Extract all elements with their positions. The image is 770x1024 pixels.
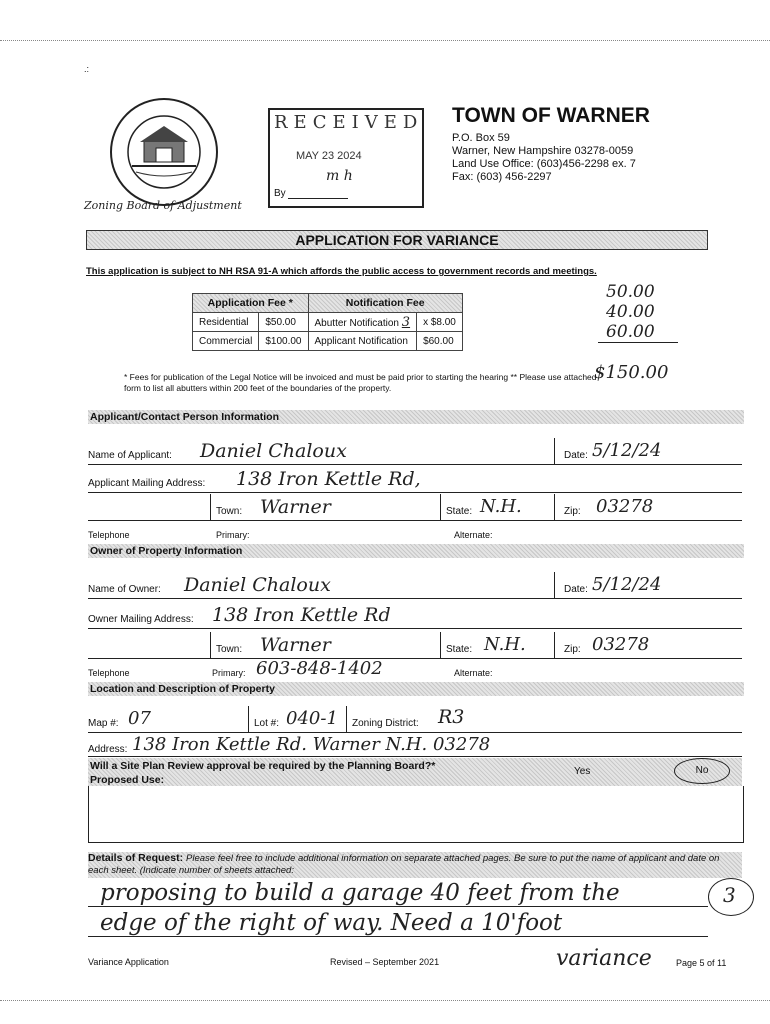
applicant-state-label: State:: [446, 506, 473, 517]
applicant-alternate-label: Alternate:: [454, 530, 493, 540]
commercial-fee: $100.00: [259, 332, 308, 351]
sheets-attached-count: 3: [723, 883, 736, 907]
divider: [346, 706, 347, 732]
hw-amount: 50.00: [606, 282, 655, 302]
details-rule-2: [88, 936, 708, 937]
owner-town[interactable]: Warner: [260, 634, 331, 656]
applicant-notif-fee: $60.00: [417, 332, 463, 351]
sheets-attached-circle: [708, 878, 754, 916]
fee-footnote: * Fees for publication of the Legal Notice will be invoiced and must be paid prior to starting the hearing ** Please use attached form to list all abutters within 200 feet of the boundaries of the property.: [124, 372, 597, 393]
residential-label: Residential: [193, 313, 259, 332]
stamp-by-line: [288, 198, 348, 199]
owner-date-label: Date:: [564, 584, 588, 595]
scan-edge-bottom: [0, 1000, 770, 1001]
address-line: Warner, New Hampshire 03278-0059: [452, 145, 634, 157]
divider: [554, 438, 555, 464]
owner-town-label: Town:: [216, 644, 243, 655]
applicant-name[interactable]: Daniel Chaloux: [200, 440, 347, 462]
lot-number[interactable]: 040-1: [286, 708, 338, 729]
details-instructions: Please feel free to include additional information on separate attached pages. Be sure to put the name of applicant and date on each sheet. (Indicate number of sheets attached:: [88, 853, 720, 876]
address-line: Fax: (603) 456-2297: [452, 171, 552, 183]
notif-fee-header: Notification Fee: [308, 294, 462, 313]
owner-primary[interactable]: 603-848-1402: [256, 658, 383, 679]
form-title: APPLICATION FOR VARIANCE: [86, 230, 708, 250]
applicant-mailing[interactable]: 138 Iron Kettle Rd,: [236, 468, 421, 490]
details-line-1[interactable]: proposing to build a garage 40 feet from the: [100, 880, 620, 906]
abutter-count: 3: [401, 314, 411, 330]
applicant-zip[interactable]: 03278: [596, 496, 654, 517]
abutter-text: Abutter Notification: [314, 317, 399, 329]
applicant-mailing-label: Applicant Mailing Address:: [88, 478, 206, 489]
location-section-header: Location and Description of Property: [88, 682, 744, 696]
site-plan-no-circled[interactable]: No: [674, 758, 730, 784]
divider: [554, 572, 555, 598]
applicant-date-label: Date:: [564, 450, 588, 461]
owner-section-header: Owner of Property Information: [88, 544, 744, 558]
proposed-use-label: Proposed Use:: [90, 774, 165, 786]
scan-edge-top: [0, 40, 770, 41]
applicant-date[interactable]: 5/12/24: [592, 440, 662, 461]
footer-left: Variance Application: [88, 957, 169, 967]
owner-primary-label: Primary:: [212, 668, 246, 678]
details-header: [88, 852, 742, 878]
stamp-by: By: [274, 188, 286, 199]
divider: [440, 494, 441, 520]
hw-amount: 60.00: [606, 322, 655, 342]
owner-mailing-row: [88, 604, 742, 629]
map-lot-row: [88, 708, 742, 733]
applicant-state[interactable]: N.H.: [480, 496, 522, 517]
footer-center: Revised – September 2021: [330, 957, 440, 967]
applicant-notif-label: Applicant Notification: [308, 332, 417, 351]
town-title: TOWN OF WARNER: [452, 104, 650, 127]
owner-zip[interactable]: 03278: [592, 634, 650, 655]
divider: [554, 494, 555, 520]
stamp-initials: m h: [326, 168, 353, 184]
applicant-primary-label: Primary:: [216, 530, 250, 540]
address-line: Land Use Office: (603)456-2298 ex. 7: [452, 158, 636, 170]
owner-state[interactable]: N.H.: [484, 634, 526, 655]
owner-alternate-label: Alternate:: [454, 668, 493, 678]
property-address-label: Address:: [88, 744, 128, 755]
details-line-3[interactable]: variance: [556, 946, 652, 971]
abutter-label: [308, 313, 417, 332]
applicant-telephone-label: Telephone: [88, 530, 130, 540]
owner-telephone-row: [88, 660, 742, 682]
divider: [210, 632, 211, 658]
site-plan-question: Will a Site Plan Review approval be required by the Planning Board?*: [90, 760, 436, 772]
abutter-rate: x $8.00: [417, 313, 463, 332]
owner-mailing-label: Owner Mailing Address:: [88, 614, 194, 625]
applicant-town-row: [88, 496, 742, 521]
residential-fee: $50.00: [259, 313, 308, 332]
stamp-received: RECEIVED: [274, 112, 424, 133]
owner-telephone-label: Telephone: [88, 668, 130, 678]
owner-zip-label: Zip:: [564, 644, 581, 655]
applicant-town[interactable]: Warner: [260, 496, 331, 518]
applicant-telephone-row: [88, 530, 742, 542]
proposed-use-box[interactable]: [88, 786, 744, 843]
owner-date[interactable]: 5/12/24: [592, 574, 662, 595]
hw-fee-amounts: [606, 282, 655, 342]
app-fee-header: Application Fee *: [193, 294, 309, 313]
board-name: Zoning Board of Adjustment: [84, 199, 242, 212]
fee-sum-line: [598, 342, 678, 343]
owner-town-row: [88, 634, 742, 659]
details-line-2[interactable]: edge of the right of way. Need a 10'foot: [100, 910, 563, 936]
address-line: P.O. Box 59: [452, 132, 510, 144]
zoning-district[interactable]: R3: [438, 706, 465, 728]
received-stamp: [268, 108, 424, 208]
site-plan-row: [88, 758, 742, 786]
map-number[interactable]: 07: [128, 708, 151, 729]
town-seal: [108, 96, 220, 208]
hw-amount: 40.00: [606, 302, 655, 322]
property-address-row: [88, 734, 742, 757]
hw-fee-total: $150.00: [594, 362, 669, 383]
divider: [554, 632, 555, 658]
owner-mailing[interactable]: 138 Iron Kettle Rd: [212, 604, 391, 626]
stamp-date: MAY 23 2024: [296, 150, 362, 162]
divider: [248, 706, 249, 732]
fee-table: [192, 293, 463, 351]
applicant-mailing-row: [88, 468, 742, 493]
site-plan-yes[interactable]: Yes: [574, 766, 591, 777]
applicant-town-label: Town:: [216, 506, 243, 517]
lot-label: Lot #:: [254, 718, 280, 729]
map-label: Map #:: [88, 718, 119, 729]
rsa-notice: This application is subject to NH RSA 91-A which affords the public access to government records and meetings.: [86, 266, 597, 277]
divider: [210, 494, 211, 520]
details-rule-1: [88, 906, 708, 907]
commercial-label: Commercial: [193, 332, 259, 351]
applicant-section-header: Applicant/Contact Person Information: [88, 410, 744, 424]
applicant-zip-label: Zip:: [564, 506, 581, 517]
owner-name-row: [88, 574, 742, 599]
divider: [440, 632, 441, 658]
applicant-name-row: [88, 440, 742, 465]
zoning-label: Zoning District:: [352, 718, 419, 729]
owner-state-label: State:: [446, 644, 473, 655]
owner-name[interactable]: Daniel Chaloux: [184, 574, 331, 596]
property-address[interactable]: 138 Iron Kettle Rd. Warner N.H. 03278: [132, 734, 491, 755]
town-address: [452, 132, 636, 184]
footer-page: Page 5 of 11: [676, 958, 727, 968]
applicant-name-label: Name of Applicant:: [88, 450, 172, 461]
details-label: Details of Request:: [88, 852, 184, 864]
owner-name-label: Name of Owner:: [88, 584, 161, 595]
stray-mark: .:: [84, 64, 90, 74]
